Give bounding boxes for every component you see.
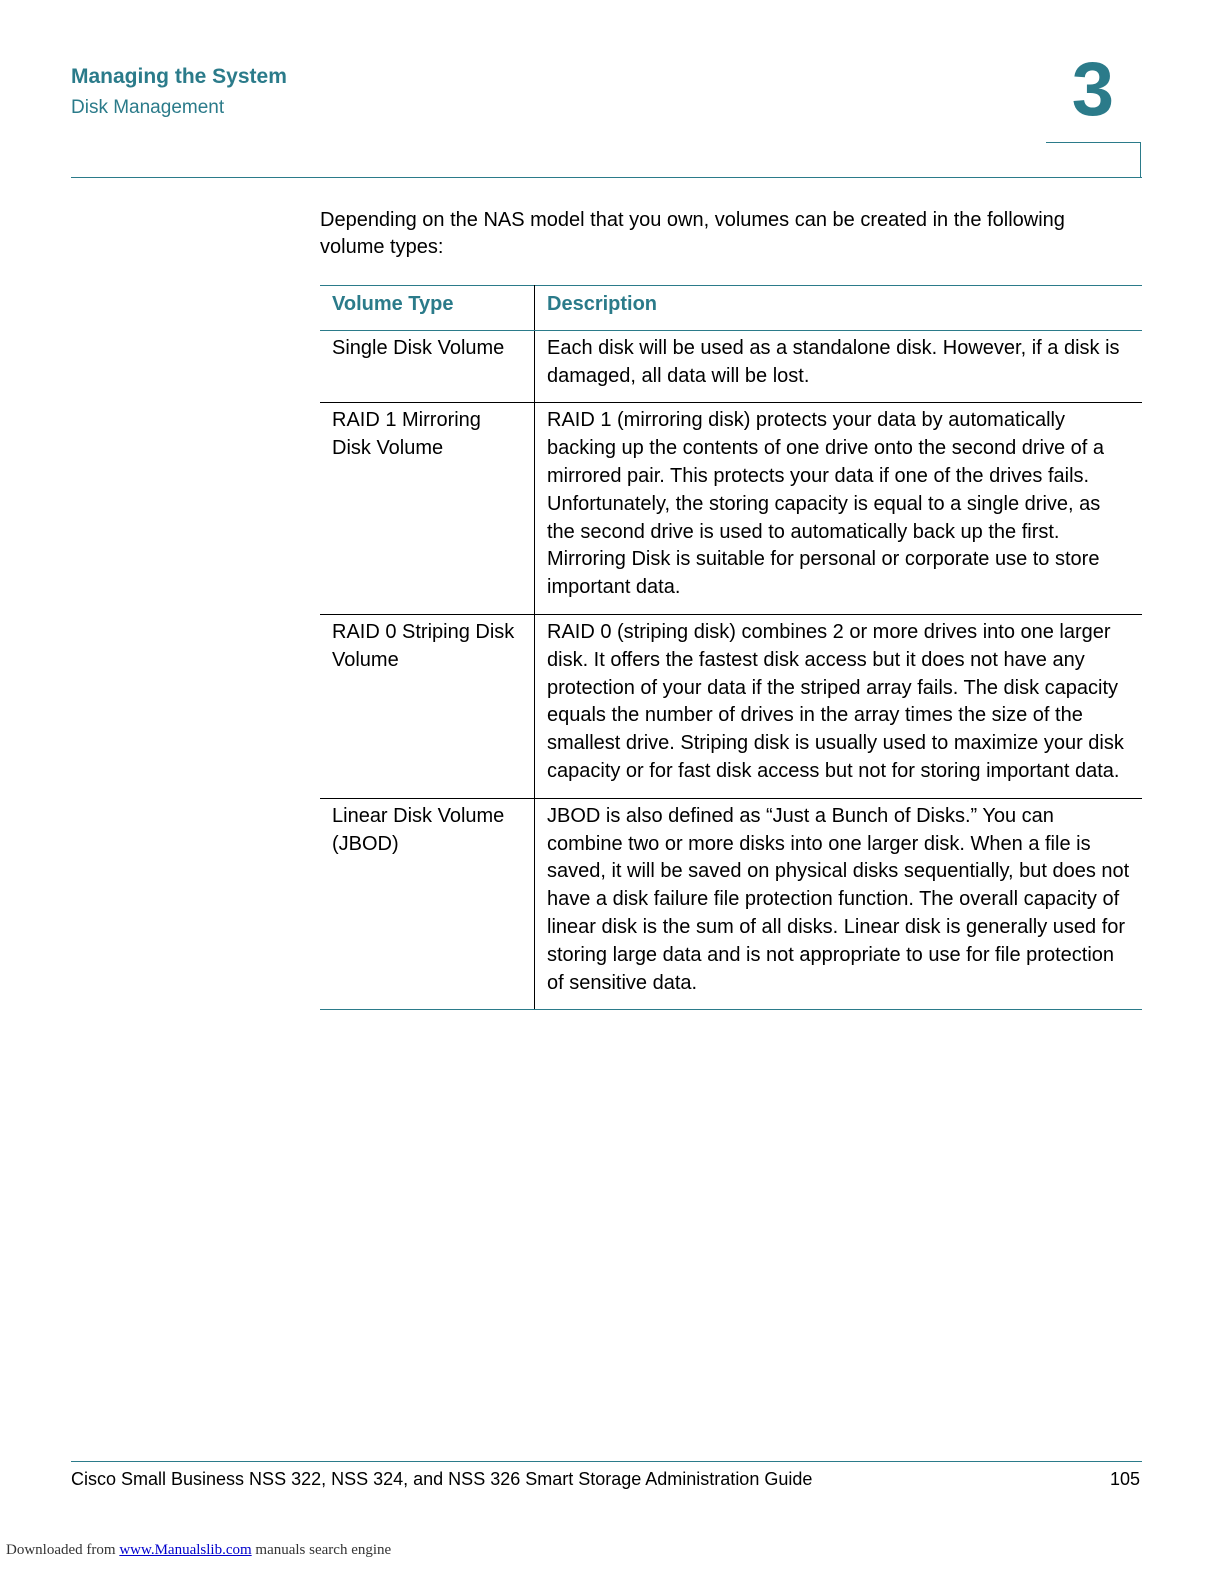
table-row (320, 798, 1142, 1010)
table-row (320, 614, 1142, 798)
volume-type-cell: RAID 0 Striping Disk Volume (320, 614, 535, 798)
description-cell: JBOD is also defined as “Just a Bunch of Disks.” You can combine two or more disks into one larger disk. When a file is saved, it will be saved on physical disks sequentially, but does not have a disk failure file protection function. The overall capacity of linear disk is the sum of all disks. Linear disk is generally used for storing large data and is not appropriate to use for file protection of sensitive data. (535, 798, 1143, 1010)
table-row (320, 330, 1142, 403)
table-header-row (320, 286, 1142, 331)
description-cell: RAID 1 (mirroring disk) protects your data by automatically backing up the contents of one drive onto the second drive of a mirrored pair. This protects your data if one of the drives fails. Unfortunately, the storing capacity is equal to a single drive, as the second drive is used to automatically back up the first. Mirroring Disk is suitable for personal or corporate use to store important data. (535, 403, 1143, 615)
manualslib-link[interactable]: www.Manualslib.com (119, 1542, 252, 1558)
section-title: Disk Management (71, 97, 225, 118)
table-row (320, 403, 1142, 615)
chapter-tab-decoration (1046, 142, 1141, 178)
volume-types-table (320, 285, 1142, 1010)
chapter-title: Managing the System (71, 65, 287, 88)
page-number: 105 (1109, 1469, 1140, 1489)
description-cell: RAID 0 (striping disk) combines 2 or more drives into one larger disk. It offers the fastest disk access but it does not have any protection of your data if the striped array fails. The disk capacity equals the number of drives in the array times the size of the smallest drive. Striping disk is usually used to maximize your disk capacity or for fast disk access but not for storing important data. (535, 614, 1143, 798)
volume-type-cell: RAID 1 Mirroring Disk Volume (320, 403, 535, 615)
download-banner (6, 1542, 391, 1559)
download-prefix: Downloaded from (6, 1542, 116, 1558)
intro-paragraph: Depending on the NAS model that you own, volumes can be created in the following volume types: (320, 209, 1065, 258)
column-header-volume-type: Volume Type (320, 286, 535, 331)
download-suffix: manuals search engine (255, 1542, 392, 1558)
footer-guide-title: Cisco Small Business NSS 322, NSS 324, and NSS 326 Smart Storage Administration Guide (71, 1469, 813, 1489)
volume-type-cell: Single Disk Volume (320, 330, 535, 403)
header-divider (71, 177, 1142, 178)
chapter-number: 3 (1071, 47, 1114, 132)
footer-divider (71, 1461, 1142, 1462)
column-header-description: Description (535, 286, 1143, 331)
description-cell: Each disk will be used as a standalone disk. However, if a disk is damaged, all data will be lost. (535, 330, 1143, 403)
volume-type-cell: Linear Disk Volume (JBOD) (320, 798, 535, 1010)
